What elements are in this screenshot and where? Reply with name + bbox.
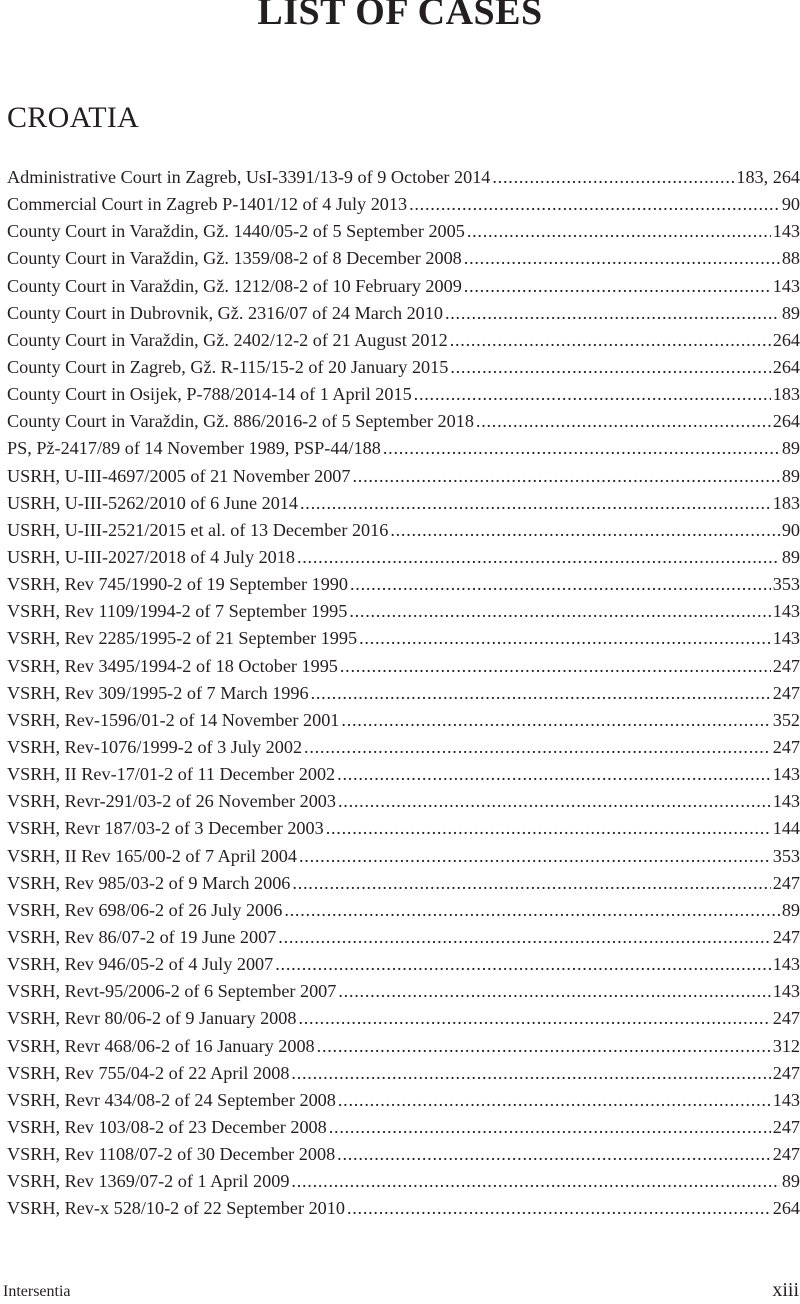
case-page-ref: 89 bbox=[781, 546, 800, 567]
case-name: VSRH, Rev 86/07-2 of 19 June 2007 bbox=[7, 926, 277, 947]
case-entry bbox=[7, 408, 800, 435]
leader-dots bbox=[304, 734, 771, 761]
leader-dots bbox=[383, 435, 780, 462]
section-heading: CROATIA bbox=[7, 101, 140, 134]
case-entry bbox=[7, 517, 800, 544]
leader-dots bbox=[326, 815, 771, 842]
case-name: VSRH, Rev-x 528/10-2 of 22 September 2010 bbox=[7, 1198, 345, 1219]
case-entry bbox=[7, 327, 800, 354]
case-name: County Court in Varaždin, Gž. 1212/08-2 of 10 February 2009 bbox=[7, 275, 462, 296]
case-entry bbox=[7, 300, 800, 327]
case-name: VSRH, Rev 1108/07-2 of 30 December 2008 bbox=[7, 1144, 336, 1165]
case-entry bbox=[7, 1141, 800, 1168]
case-page-ref: 247 bbox=[772, 872, 800, 893]
case-name: VSRH, Revr 434/08-2 of 24 September 2008 bbox=[7, 1089, 336, 1110]
case-page-ref: 183 bbox=[772, 492, 800, 513]
case-page-ref: 247 bbox=[772, 655, 800, 676]
case-name: VSRH, Revr-291/03-2 of 26 November 2003 bbox=[7, 791, 336, 812]
case-name: VSRH, Rev 2285/1995-2 of 21 September 1995 bbox=[7, 628, 358, 649]
case-name: VSRH, Rev 3495/1994-2 of 18 October 1995 bbox=[7, 655, 338, 676]
case-name: VSRH, Revt-95/2006-2 of 6 September 2007 bbox=[7, 981, 337, 1002]
case-name: VSRH, Rev 755/04-2 of 22 April 2008 bbox=[7, 1062, 290, 1083]
case-name: VSRH, Rev 985/03-2 of 9 March 2006 bbox=[7, 872, 291, 893]
case-page-ref: 312 bbox=[772, 1035, 800, 1056]
case-entry bbox=[7, 761, 800, 788]
leader-dots bbox=[317, 1033, 771, 1060]
leader-dots bbox=[278, 924, 770, 951]
case-entry bbox=[7, 435, 800, 462]
case-name: VSRH, Revr 187/03-2 of 3 December 2003 bbox=[7, 818, 324, 839]
leader-dots bbox=[414, 381, 771, 408]
case-page-ref: 143 bbox=[772, 601, 800, 622]
case-name: VSRH, Rev 103/08-2 of 23 December 2008 bbox=[7, 1116, 327, 1137]
leader-dots bbox=[299, 843, 771, 870]
case-entry bbox=[7, 1195, 800, 1222]
case-page-ref: 143 bbox=[772, 275, 800, 296]
case-entry bbox=[7, 1060, 800, 1087]
case-page-ref: 247 bbox=[772, 1144, 800, 1165]
case-entry bbox=[7, 625, 800, 652]
case-name: Administrative Court in Zagreb, UsI-3391/13-9 of 9 October 2014 bbox=[7, 167, 491, 187]
case-name: VSRH, Rev-1076/1999-2 of 3 July 2002 bbox=[7, 736, 303, 757]
case-entry bbox=[7, 463, 800, 490]
case-name: VSRH, Revr 80/06-2 of 9 January 2008 bbox=[7, 1008, 297, 1029]
case-page-ref: 247 bbox=[772, 736, 800, 757]
case-name: County Court in Osijek, P-788/2014-14 of 1 April 2015 bbox=[7, 384, 412, 405]
case-entry bbox=[7, 870, 800, 897]
case-entry bbox=[7, 273, 800, 300]
case-name: County Court in Zagreb, Gž. R-115/15-2 of 20 January 2015 bbox=[7, 356, 449, 377]
case-name: VSRH, Revr 468/06-2 of 16 January 2008 bbox=[7, 1035, 315, 1056]
case-page-ref: 247 bbox=[772, 1062, 800, 1083]
case-entry bbox=[7, 734, 800, 761]
case-page-ref: 143 bbox=[772, 628, 800, 649]
case-page-ref: 90 bbox=[781, 194, 800, 215]
leader-dots bbox=[467, 218, 771, 245]
case-page-ref: 143 bbox=[772, 764, 800, 785]
leader-dots bbox=[353, 463, 780, 490]
case-page-ref: 183 bbox=[772, 384, 800, 405]
case-entry bbox=[7, 598, 800, 625]
case-name: County Court in Varaždin, Gž. 1440/05-2 of 5 September 2005 bbox=[7, 221, 465, 242]
case-entry bbox=[7, 1114, 800, 1141]
case-entry bbox=[7, 191, 800, 218]
case-entry bbox=[7, 354, 800, 381]
case-entry bbox=[7, 707, 800, 734]
leader-dots bbox=[284, 897, 779, 924]
case-entry bbox=[7, 924, 800, 951]
case-entry bbox=[7, 897, 800, 924]
leader-dots bbox=[329, 1114, 771, 1141]
case-name: VSRH, II Rev-17/01-2 of 11 December 2002 bbox=[7, 764, 336, 785]
case-name: USRH, U-III-4697/2005 of 21 November 2007 bbox=[7, 465, 351, 486]
case-name: County Court in Varaždin, Gž. 1359/08-2 of 8 December 2008 bbox=[7, 248, 462, 269]
case-entry bbox=[7, 843, 800, 870]
case-name: Commercial Court in Zagreb P-1401/12 of 4 July 2013 bbox=[7, 194, 408, 215]
case-entry bbox=[7, 544, 800, 571]
case-entry bbox=[7, 1033, 800, 1060]
leader-dots bbox=[450, 327, 771, 354]
leader-dots bbox=[311, 680, 771, 707]
case-name: VSRH, Rev-1596/01-2 of 14 November 2001 bbox=[7, 709, 340, 730]
publisher-name: Intersentia bbox=[3, 1283, 71, 1300]
leader-dots bbox=[291, 1060, 770, 1087]
leader-dots bbox=[492, 164, 734, 191]
leader-dots bbox=[338, 1087, 771, 1114]
case-entry bbox=[7, 571, 800, 598]
case-page-ref: 247 bbox=[772, 1008, 800, 1029]
case-name: VSRH, Rev 309/1995-2 of 7 March 1996 bbox=[7, 682, 309, 703]
case-entry bbox=[7, 788, 800, 815]
leader-dots bbox=[350, 571, 771, 598]
leader-dots bbox=[476, 408, 771, 435]
case-page-ref: 143 bbox=[772, 221, 800, 242]
case-page-ref: 247 bbox=[772, 926, 800, 947]
leader-dots bbox=[359, 625, 771, 652]
case-name: USRH, U-III-5262/2010 of 6 June 2014 bbox=[7, 492, 298, 513]
case-entry bbox=[7, 1168, 800, 1195]
case-page-ref: 264 bbox=[772, 411, 800, 432]
case-page-ref: 90 bbox=[781, 519, 800, 540]
leader-dots bbox=[450, 354, 770, 381]
case-name: VSRH, Rev 1369/07-2 of 1 April 2009 bbox=[7, 1171, 290, 1192]
case-page-ref: 89 bbox=[781, 302, 800, 323]
case-entry bbox=[7, 951, 800, 978]
case-page-ref: 143 bbox=[772, 954, 800, 975]
case-name: VSRH, Rev 1109/1994-2 of 7 September 1995 bbox=[7, 601, 348, 622]
case-name: County Court in Dubrovnik, Gž. 2316/07 of 24 March 2010 bbox=[7, 302, 443, 323]
leader-dots bbox=[297, 544, 780, 571]
case-page-ref: 89 bbox=[781, 899, 800, 920]
case-page-ref: 143 bbox=[772, 1089, 800, 1110]
case-name: County Court in Varaždin, Gž. 886/2016-2 of 5 September 2018 bbox=[7, 411, 474, 432]
leader-dots bbox=[340, 653, 771, 680]
leader-dots bbox=[409, 191, 780, 218]
case-page-ref: 88 bbox=[781, 248, 800, 269]
case-entry bbox=[7, 653, 800, 680]
leader-dots bbox=[298, 1005, 770, 1032]
case-page-ref: 144 bbox=[772, 818, 800, 839]
leader-dots bbox=[338, 788, 771, 815]
leader-dots bbox=[338, 978, 770, 1005]
leader-dots bbox=[341, 707, 770, 734]
case-page-ref: 264 bbox=[772, 1198, 800, 1219]
case-page-ref: 352 bbox=[772, 709, 800, 730]
case-entry bbox=[7, 381, 800, 408]
case-page-ref: 143 bbox=[772, 791, 800, 812]
page-title: LIST OF CASES bbox=[257, 0, 543, 33]
case-entry bbox=[7, 490, 800, 517]
case-page-ref: 143 bbox=[772, 981, 800, 1002]
case-entry bbox=[7, 680, 800, 707]
leader-dots bbox=[275, 951, 770, 978]
case-entry bbox=[7, 245, 800, 272]
case-page-ref: 89 bbox=[781, 1171, 800, 1192]
case-name: VSRH, Rev 745/1990-2 of 19 September 1990 bbox=[7, 574, 348, 595]
case-entry bbox=[7, 164, 800, 191]
case-page-ref: 247 bbox=[772, 1116, 800, 1137]
case-name: VSRH, II Rev 165/00-2 of 7 April 2004 bbox=[7, 845, 297, 866]
case-page-ref: 183, 264 bbox=[736, 167, 800, 187]
page-number: xiii bbox=[772, 1279, 799, 1301]
leader-dots bbox=[347, 1195, 771, 1222]
case-page-ref: 89 bbox=[781, 465, 800, 486]
leader-dots bbox=[349, 598, 770, 625]
case-page-ref: 89 bbox=[781, 438, 800, 459]
leader-dots bbox=[464, 273, 771, 300]
case-page-ref: 353 bbox=[772, 845, 800, 866]
case-page-ref: 264 bbox=[772, 329, 800, 350]
case-name: County Court in Varaždin, Gž. 2402/12-2 of 21 August 2012 bbox=[7, 329, 448, 350]
case-list bbox=[7, 164, 800, 1222]
leader-dots bbox=[445, 300, 780, 327]
case-page-ref: 353 bbox=[772, 574, 800, 595]
leader-dots bbox=[291, 1168, 779, 1195]
leader-dots bbox=[390, 517, 779, 544]
case-entry bbox=[7, 815, 800, 842]
leader-dots bbox=[292, 870, 770, 897]
case-name: VSRH, Rev 946/05-2 of 4 July 2007 bbox=[7, 954, 274, 975]
leader-dots bbox=[337, 1141, 771, 1168]
case-entry bbox=[7, 1087, 800, 1114]
case-page-ref: 264 bbox=[772, 356, 800, 377]
case-entry bbox=[7, 218, 800, 245]
case-name: USRH, U-III-2521/2015 et al. of 13 December 2016 bbox=[7, 519, 389, 540]
leader-dots bbox=[337, 761, 771, 788]
case-entry bbox=[7, 978, 800, 1005]
case-page-ref: 247 bbox=[772, 682, 800, 703]
case-entry bbox=[7, 1005, 800, 1032]
case-name: VSRH, Rev 698/06-2 of 26 July 2006 bbox=[7, 899, 283, 920]
leader-dots bbox=[464, 245, 780, 272]
leader-dots bbox=[300, 490, 771, 517]
case-name: USRH, U-III-2027/2018 of 4 July 2018 bbox=[7, 546, 295, 567]
case-name: PS, Pž-2417/89 of 14 November 1989, PSP-44/188 bbox=[7, 438, 381, 459]
